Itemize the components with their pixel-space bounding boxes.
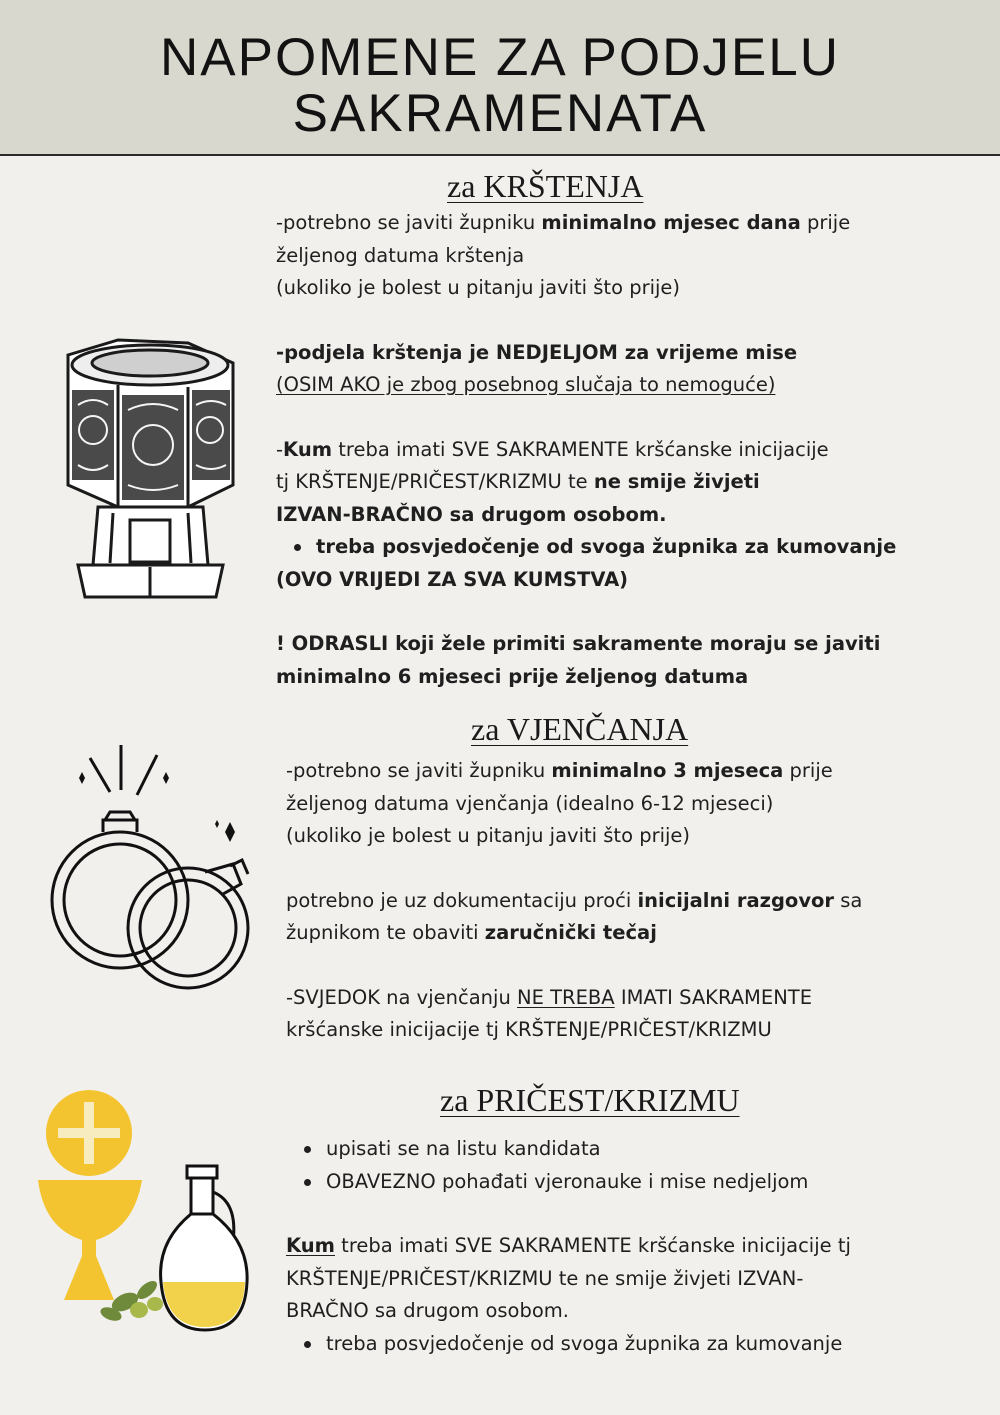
krstenje-content: -potrebno se javiti župniku minimalno mjesec dana prije željenog datuma krštenja (ukoliko je bolest u pitanju javiti što prije) -podjela krštenja je NEDJELJOM za vrijeme mise (OSIM AKO je zbog posebnog slučaja to nemoguće) -Kum treba imati SVE SAKRAMENTE kršćanske inicijacije tj KRŠTENJE/PRIČEST/KRIZMU te ne smije živjeti IZVAN-BRAČNO sa drugom osobom. treba posvjedočenje od svoga župnika za kumovanje (OVO VRIJEDI ZA SVA KUMSTVA) ! ODRASLI koji žele primiti sakramente moraju se javiti minimalno 6 mjeseci prije željenog datuma xyxy=(276,207,896,693)
pricest-content: upisati se na listu kandidata OBAVEZNO pohađati vjeronauke i mise nedjeljom Kum treba imati SVE SAKRAMENTE kršćanske inicijacije tj KRŠTENJE/PRIČEST/KRIZMU te ne smije živjeti IZVAN- BRAČNO sa drugom osobom. treba posvjedočenje od svoga župnika za kumovanje xyxy=(286,1133,851,1360)
krstenje-p2: -podjela krštenja je NEDJELJOM za vrijeme mise xyxy=(276,340,798,364)
list-item: OBAVEZNO pohađati vjeronauke i mise nedjeljom xyxy=(326,1166,851,1199)
list-item: treba posvjedočenje od svoga župnika za kumovanje xyxy=(326,1328,851,1361)
section-title-krstenje: za KRŠTENJA xyxy=(447,168,644,204)
adult-note: ! ODRASLI koji žele primiti sakramente moraju se javiti xyxy=(276,632,881,655)
pricest-bullets xyxy=(326,1133,851,1198)
page-header xyxy=(0,0,1000,156)
section-title-vjencanje: za VJENČANJA xyxy=(471,711,689,747)
krstenje-bullets xyxy=(316,531,896,564)
baptismal-font-icon xyxy=(38,335,248,635)
list-item: treba posvjedočenje od svoga župnika za kumovanje xyxy=(316,531,896,564)
krstenje-p1: -potrebno se javiti župniku minimalno mjesec dana prije xyxy=(276,211,851,234)
wedding-rings-icon xyxy=(45,740,250,1000)
page-title: NAPOMENE ZA PODJELU SAKRAMENATA xyxy=(159,28,841,143)
list-item: upisati se na listu kandidata xyxy=(326,1133,851,1166)
section-title-pricest: za PRIČEST/KRIZMU xyxy=(440,1082,740,1118)
krstenje-p3: -Kum treba imati SVE SAKRAMENTE kršćanske inicijacije xyxy=(276,437,829,461)
vjencanje-content: -potrebno se javiti župniku minimalno 3 mjeseca prije željenog datuma vjenčanja (idealno 6-12 mjeseci) (ukoliko je bolest u pitanju javiti što prije) potrebno je uz dokumentaciju proći inicijalni razgovor sa župnikom te obaviti zaručnički tečaj -SVJEDOK na vjenčanju NE TREBA IMATI SAKRAMENTE kršćanske inicijacije tj KRŠTENJE/PRIČEST/KRIZMU xyxy=(286,759,863,1041)
oil-bottle-icon xyxy=(95,1162,255,1342)
